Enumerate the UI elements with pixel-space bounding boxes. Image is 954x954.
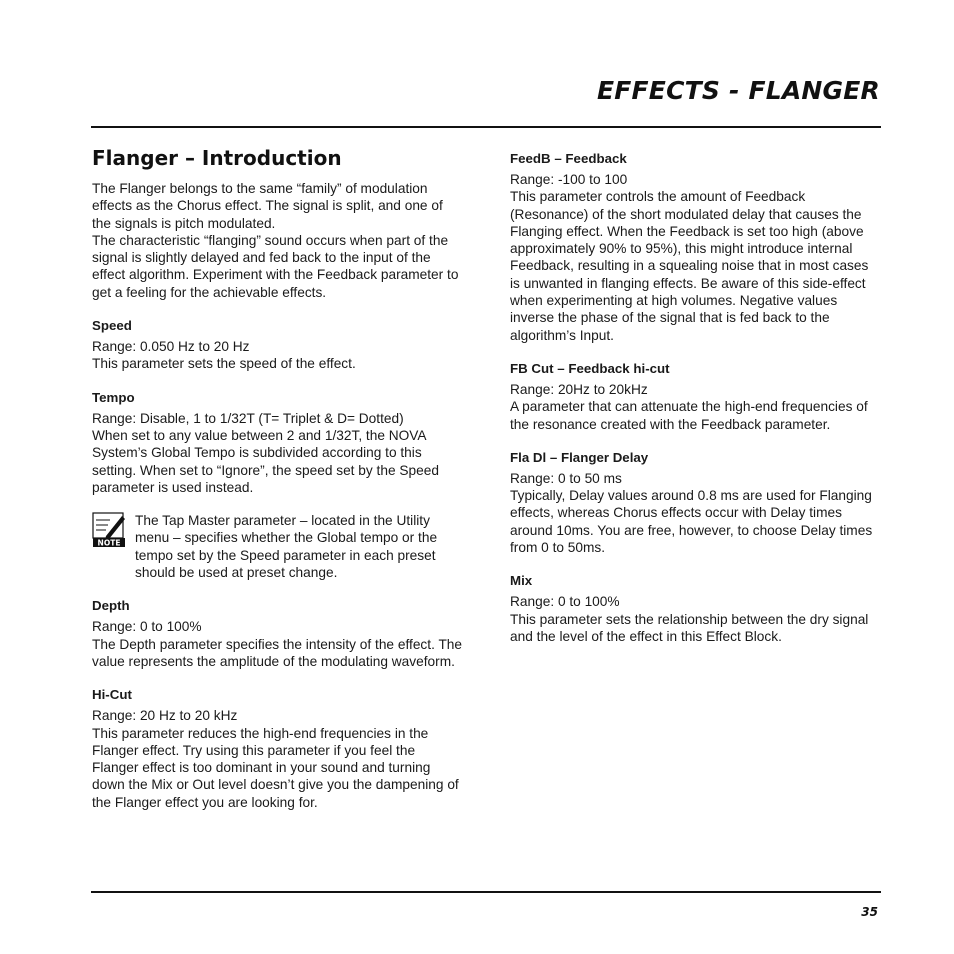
param-title-depth: Depth xyxy=(92,598,130,614)
param-desc-fladl: Typically, Delay values around 0.8 ms are used for Flanging effects, whereas Chorus effects occur with Delay times around 10ms. You are free, however, to choose Delay times from 0 to 50ms. xyxy=(510,488,873,556)
param-title-fladl: Fla Dl – Flanger Delay xyxy=(510,449,649,465)
footer-rule xyxy=(91,891,881,893)
param-desc-feedback: This parameter controls the amount of Feedback (Resonance) of the short modulated delay that causes the Flanging effect. When the Feedback is set too high (above approximately 90% to 95%), this might introduce internal Feedback, resulting in a squealing noise that in most cases is unwanted in flanging effects. Be aware of this side-effect when experimenting at high volumes. Negative values inverse the phase of the signal that is fed back to the algorithm’s Input. xyxy=(510,189,869,343)
param-title-speed: Speed xyxy=(92,318,132,334)
param-range-mix: Range: 0 to 100% xyxy=(510,594,620,610)
param-desc-speed: This parameter sets the speed of the effect. xyxy=(92,356,356,372)
param-range-hicut: Range: 20 Hz to 20 kHz xyxy=(92,708,238,724)
param-range-fladl: Range: 0 to 50 ms xyxy=(510,470,622,486)
param-title-fbcut: FB Cut – Feedback hi-cut xyxy=(510,360,670,376)
param-title-feedback: FeedB – Feedback xyxy=(510,151,627,166)
param-range-depth: Range: 0 to 100% xyxy=(92,619,202,635)
note-icon-label: NOTE xyxy=(97,538,121,548)
param-desc-tempo: When set to any value between 2 and 1/32T, the NOVA System’s Global Tempo is subdivided according to this setting. When set to “Ignore”, the speed set by the Speed parameter is used instead. xyxy=(92,427,439,495)
param-range-fbcut: Range: 20Hz to 20kHz xyxy=(510,381,648,397)
param-range-tempo: Range: Disable, 1 to 1/32T (T= Triplet & D= Dotted) xyxy=(92,410,404,426)
note-icon xyxy=(92,512,126,581)
page-header-title: EFFECTS - FLANGER xyxy=(596,76,880,105)
param-title-hicut: Hi-Cut xyxy=(92,687,132,703)
param-title-tempo: Tempo xyxy=(92,389,135,405)
right-column xyxy=(510,146,882,645)
left-column xyxy=(92,146,464,811)
intro-paragraph: The Flanger belongs to the same “family” of modulation effects as the Chorus effect. The signal is split, and one of the signals is pitch modulated. xyxy=(92,181,443,231)
intro-paragraph: The characteristic “flanging” sound occurs when part of the signal is slightly delayed and fed back to the input of the effect algorithm. Experiment with the Feedback parameter to get a feeling for the achievable effects. xyxy=(92,232,459,300)
note-box xyxy=(92,512,464,581)
param-desc-mix: This parameter sets the relationship between the dry signal and the level of the effect in this Effect Block. xyxy=(510,611,869,644)
note-text: The Tap Master parameter – located in the Utility menu – specifies whether the Global tempo or the tempo set by the Speed parameter in each preset should be used at preset change. xyxy=(135,513,438,581)
param-title-mix: Mix xyxy=(510,573,533,589)
param-desc-depth: The Depth parameter specifies the intensity of the effect. The value represents the amplitude of the modulating waveform. xyxy=(92,636,463,669)
param-range-speed: Range: 0.050 Hz to 20 Hz xyxy=(92,339,250,355)
section-title: Flanger – Introduction xyxy=(92,146,342,170)
param-range-feedback: Range: -100 to 100 xyxy=(510,172,628,187)
header-rule xyxy=(91,126,881,128)
param-desc-fbcut: A parameter that can attenuate the high-end frequencies of the resonance created with the Feedback parameter. xyxy=(510,399,868,432)
page-number: 35 xyxy=(861,905,878,919)
param-desc-hicut: This parameter reduces the high-end frequencies in the Flanger effect. Try using this parameter if you feel the Flanger effect is too dominant in your sound and turning down the Mix or Out level doesn’t give you the dampening of the Flanger effect you are looking for. xyxy=(92,725,459,810)
